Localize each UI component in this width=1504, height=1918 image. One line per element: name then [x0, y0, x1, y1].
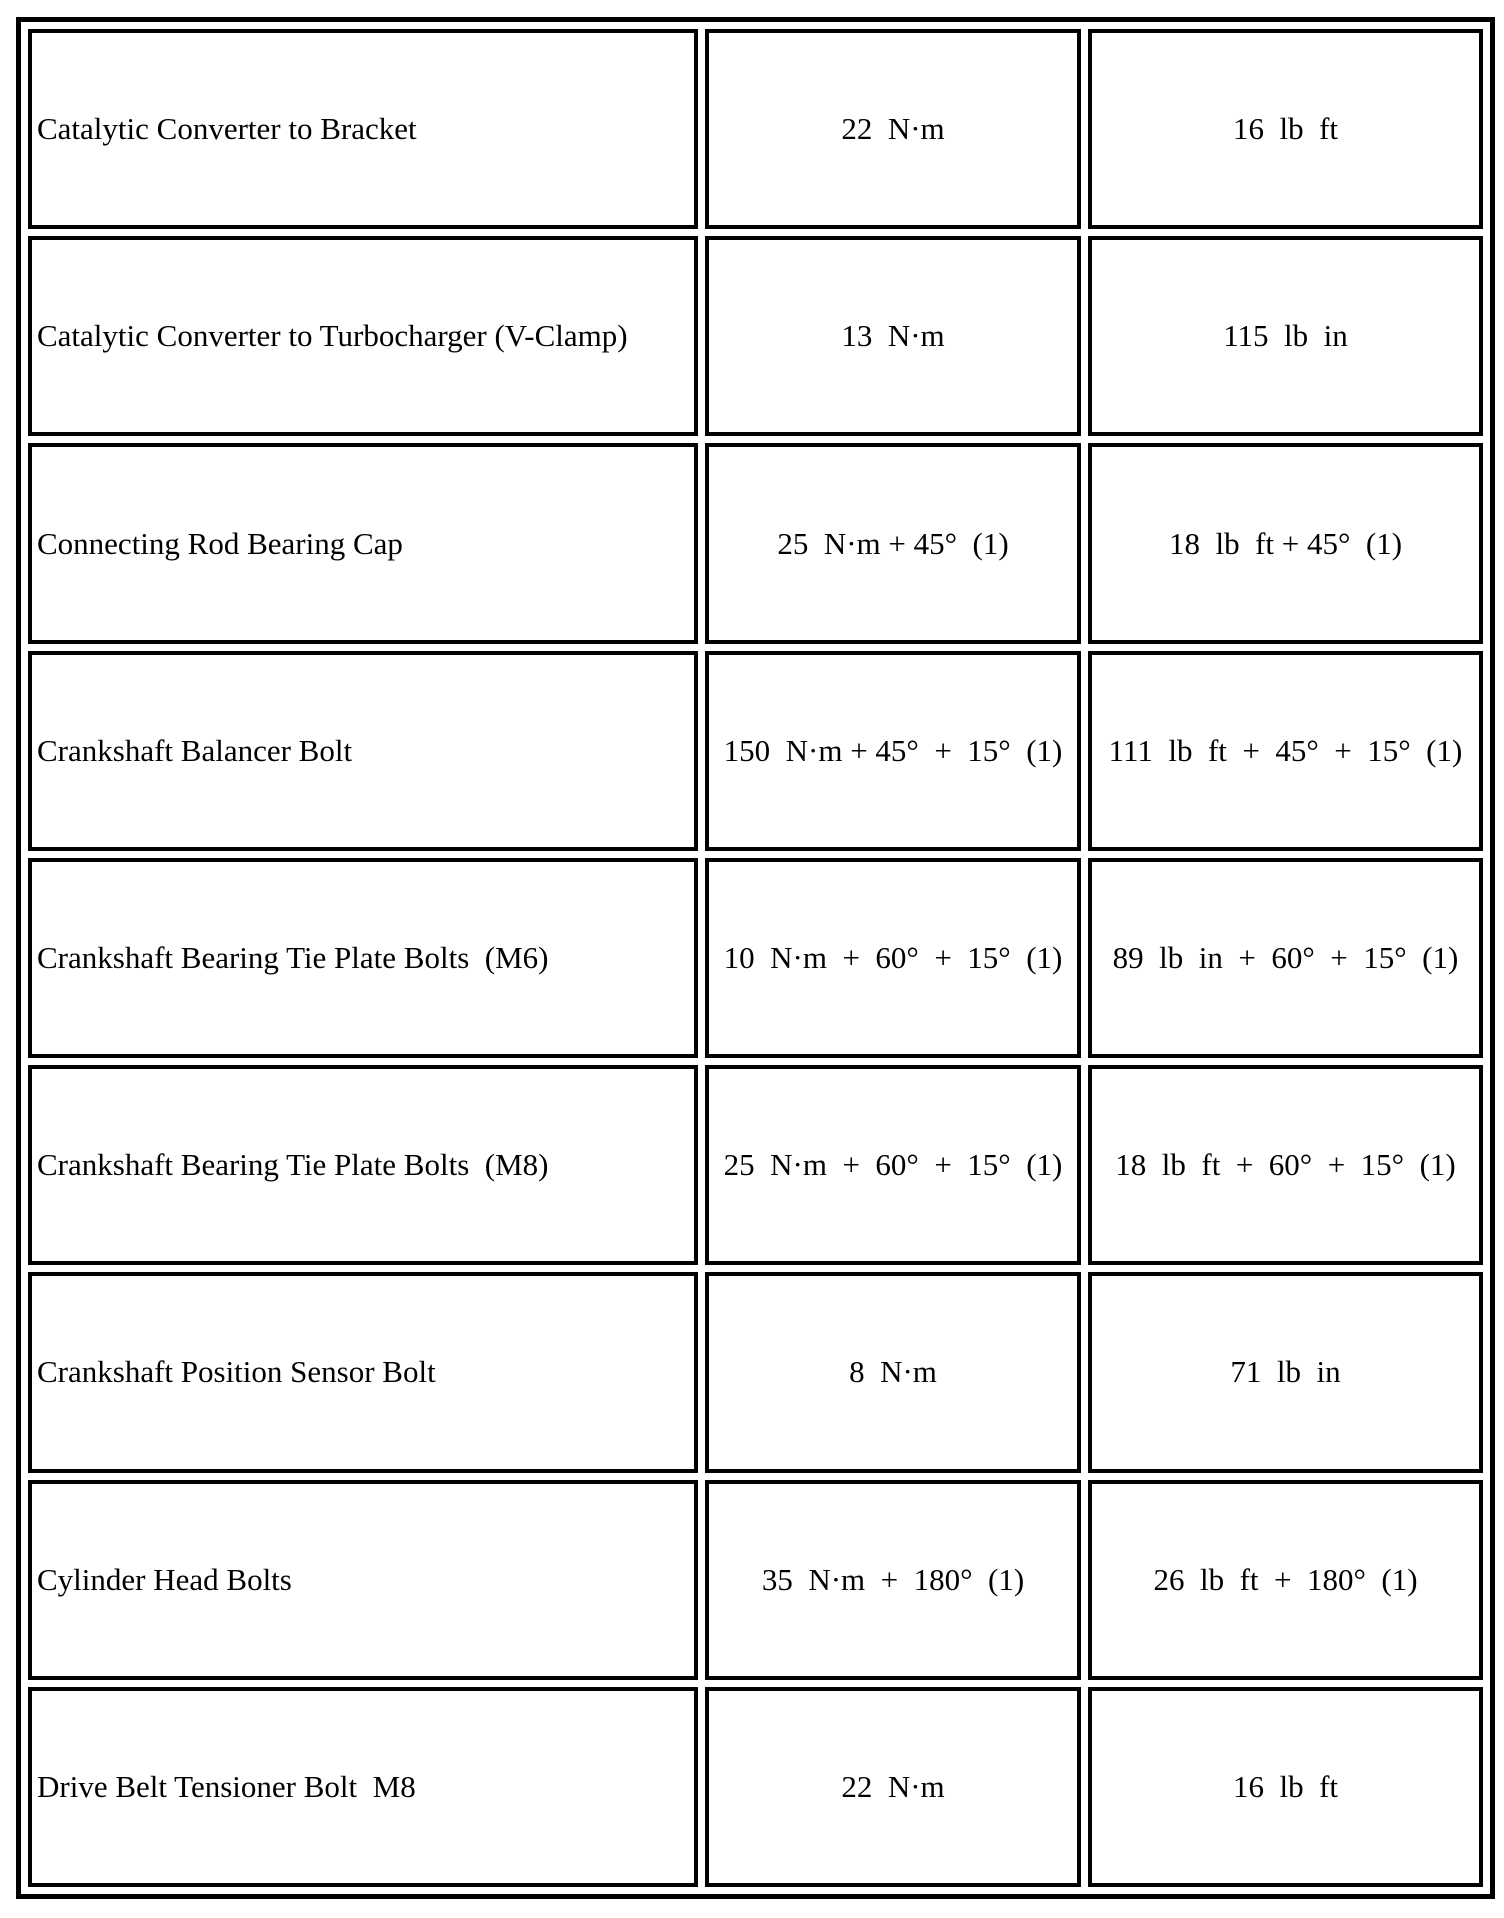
- metric-torque-value: 150 N·m + 45° + 15° (1): [705, 651, 1081, 851]
- english-torque-value: 18 lb ft + 45° (1): [1088, 443, 1483, 643]
- english-torque-value: 18 lb ft + 60° + 15° (1): [1088, 1065, 1483, 1265]
- fastener-description: Connecting Rod Bearing Cap: [28, 443, 698, 643]
- fastener-description: Crankshaft Bearing Tie Plate Bolts (M8): [28, 1065, 698, 1265]
- metric-torque-value: 10 N·m + 60° + 15° (1): [705, 858, 1081, 1058]
- english-torque-value: 16 lb ft: [1088, 29, 1483, 229]
- fastener-description: Crankshaft Balancer Bolt: [28, 651, 698, 851]
- fastener-description: Catalytic Converter to Bracket: [28, 29, 698, 229]
- metric-torque-value: 8 N·m: [705, 1272, 1081, 1472]
- fastener-description: Crankshaft Position Sensor Bolt: [28, 1272, 698, 1472]
- table-row: [28, 29, 1483, 229]
- metric-torque-value: 13 N·m: [705, 236, 1081, 436]
- table-row: [28, 1065, 1483, 1265]
- table-row: [28, 1687, 1483, 1887]
- torque-specification-table: [16, 17, 1495, 1899]
- metric-torque-value: 35 N·m + 180° (1): [705, 1480, 1081, 1680]
- metric-torque-value: 25 N·m + 60° + 15° (1): [705, 1065, 1081, 1265]
- fastener-description: Catalytic Converter to Turbocharger (V-Clamp): [28, 236, 698, 436]
- fastener-description: Drive Belt Tensioner Bolt M8: [28, 1687, 698, 1887]
- english-torque-value: 115 lb in: [1088, 236, 1483, 436]
- metric-torque-value: 22 N·m: [705, 29, 1081, 229]
- english-torque-value: 26 lb ft + 180° (1): [1088, 1480, 1483, 1680]
- english-torque-value: 16 lb ft: [1088, 1687, 1483, 1887]
- table-row: [28, 1272, 1483, 1472]
- english-torque-value: 89 lb in + 60° + 15° (1): [1088, 858, 1483, 1058]
- table-row: [28, 651, 1483, 851]
- fastener-description: Crankshaft Bearing Tie Plate Bolts (M6): [28, 858, 698, 1058]
- fastener-description: Cylinder Head Bolts: [28, 1480, 698, 1680]
- table-row: [28, 1480, 1483, 1680]
- metric-torque-value: 25 N·m + 45° (1): [705, 443, 1081, 643]
- english-torque-value: 71 lb in: [1088, 1272, 1483, 1472]
- metric-torque-value: 22 N·m: [705, 1687, 1081, 1887]
- english-torque-value: 111 lb ft + 45° + 15° (1): [1088, 651, 1483, 851]
- table-row: [28, 236, 1483, 436]
- table-row: [28, 858, 1483, 1058]
- table-row: [28, 443, 1483, 643]
